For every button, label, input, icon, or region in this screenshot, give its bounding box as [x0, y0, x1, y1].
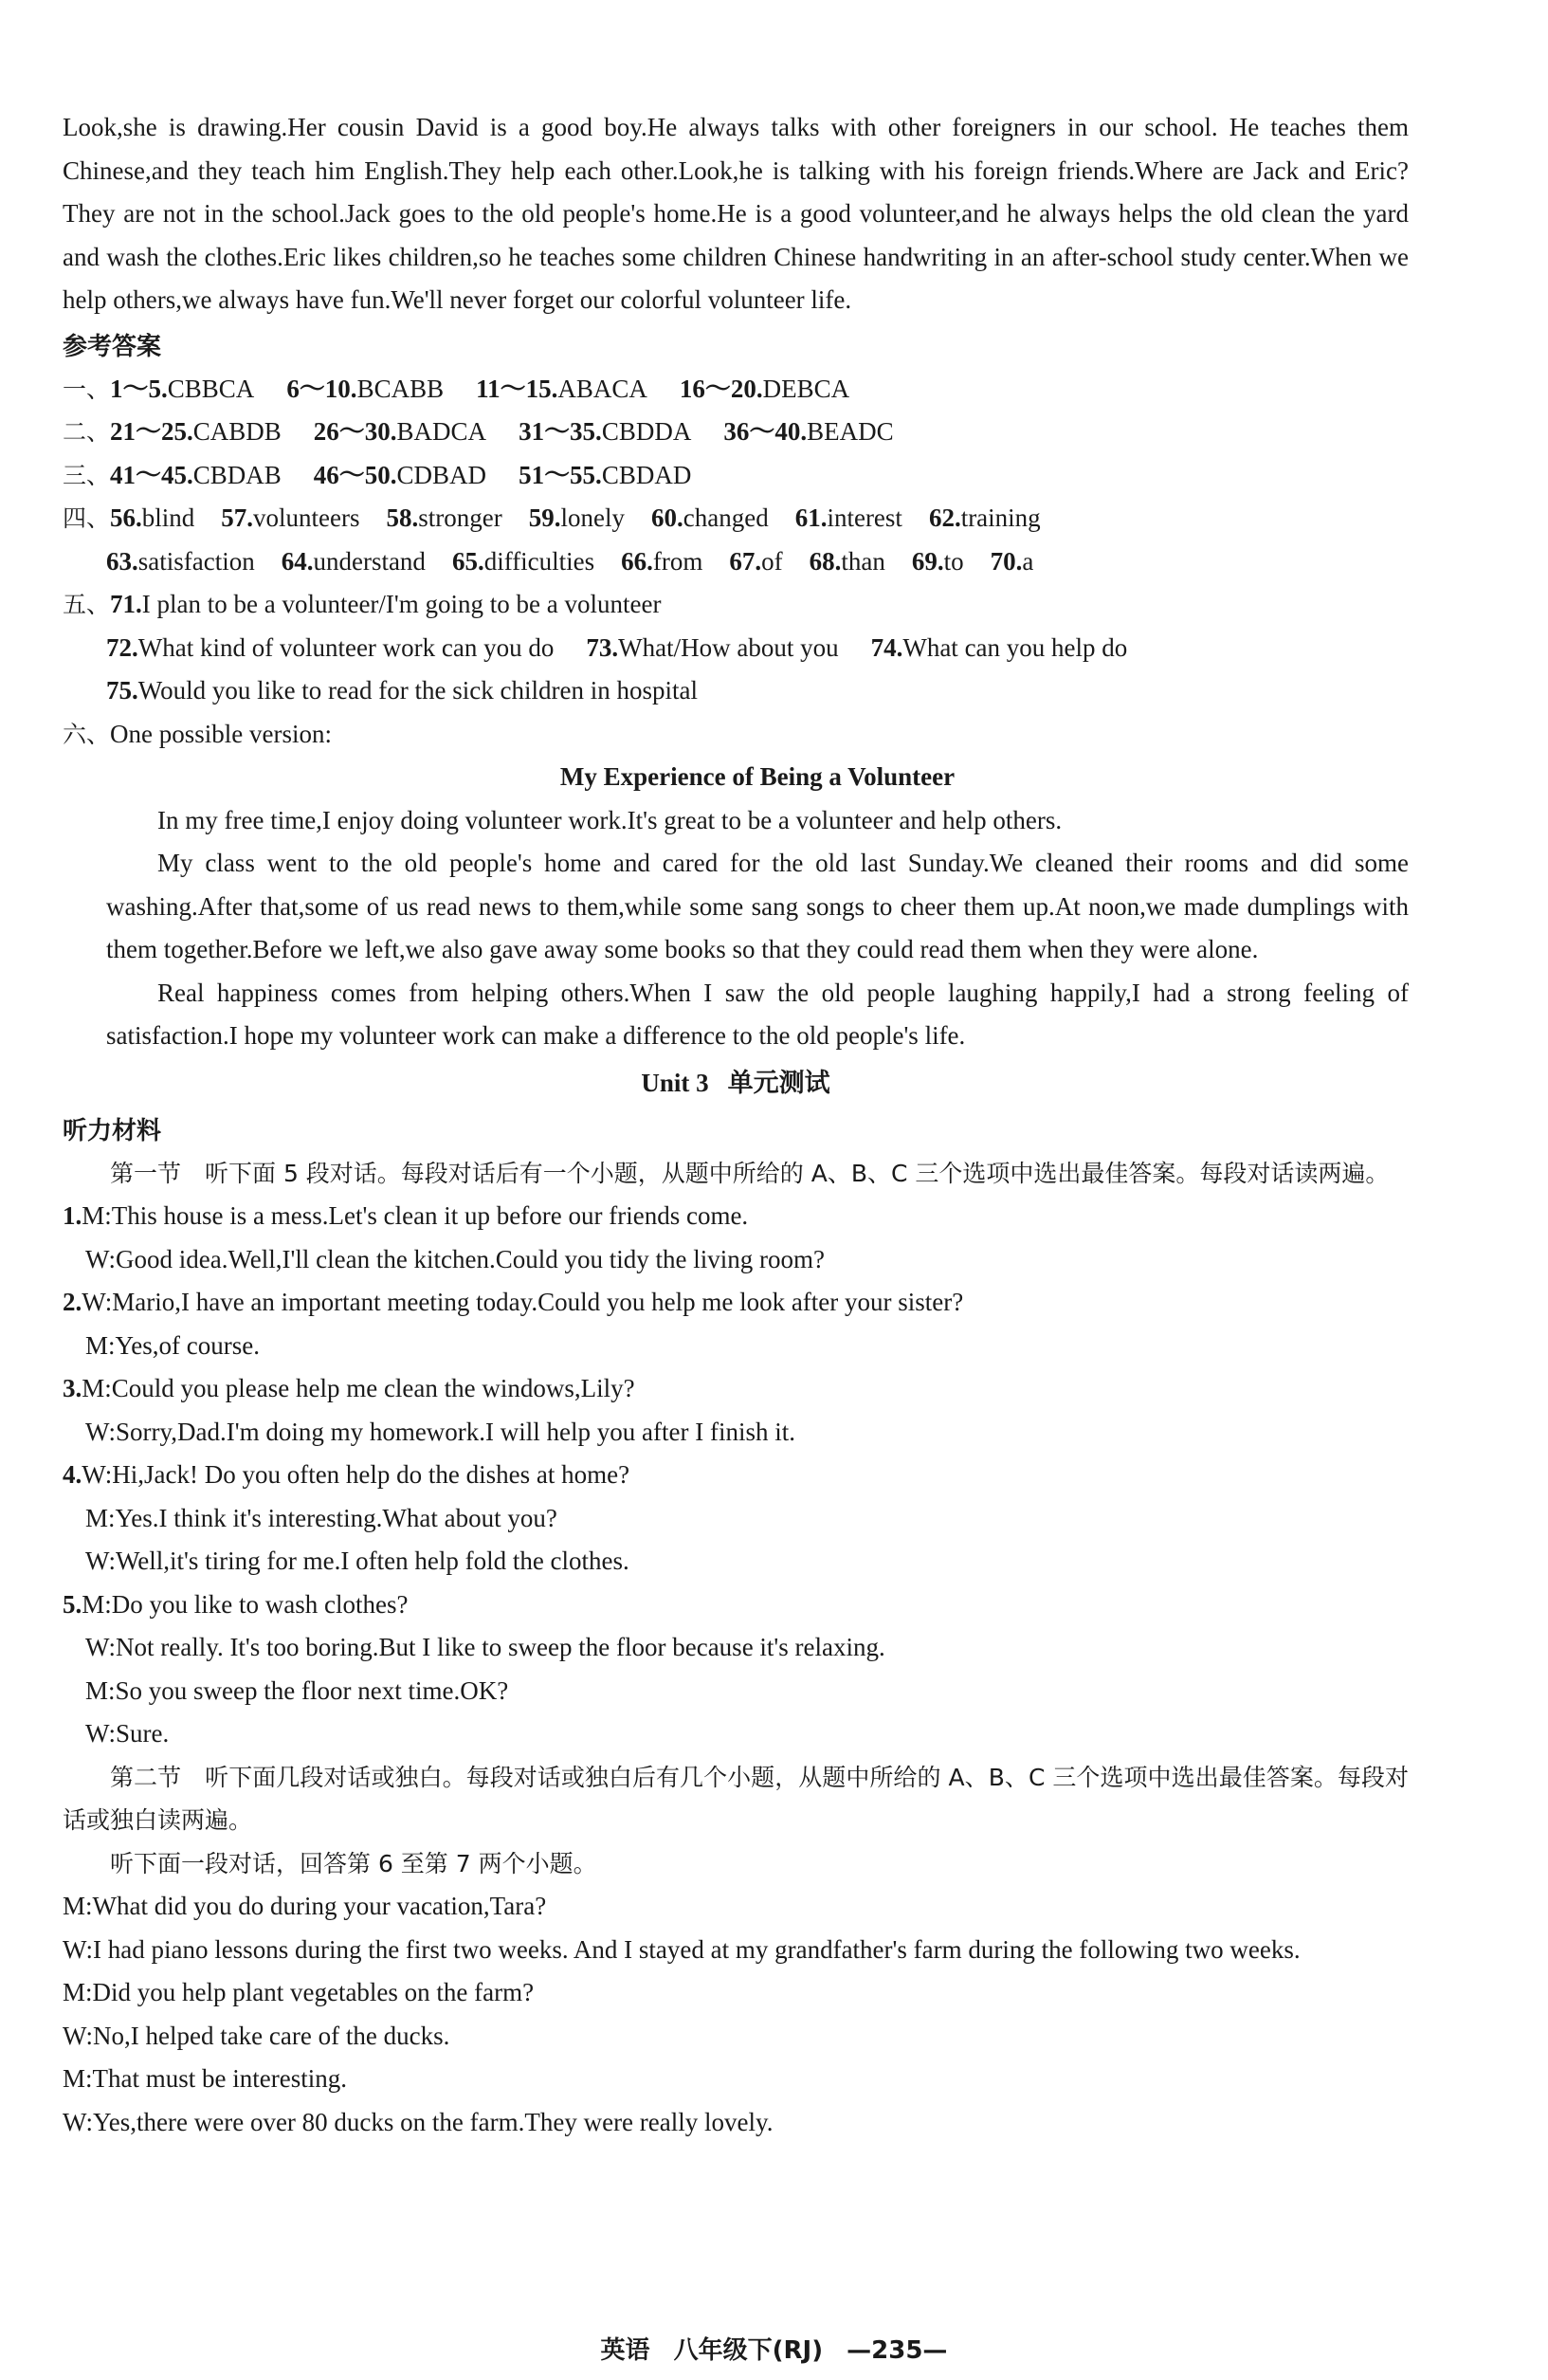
- answer-item: 64.understand: [281, 546, 426, 576]
- dialogue-number: 5.: [63, 1589, 82, 1619]
- answer-item: 73.What/How about you: [586, 632, 839, 662]
- dialogue-1: [63, 1195, 1409, 1281]
- answer-text: One possible version:: [110, 719, 332, 748]
- answer-item: 57.volunteers: [221, 503, 360, 532]
- dialogue-number: 4.: [63, 1460, 82, 1489]
- answer-item: 70.a: [990, 546, 1034, 576]
- answer-item: 36～40.BEADC: [723, 417, 894, 446]
- answers-section-1: [63, 368, 1409, 412]
- section2-intro: 第二节 听下面几段对话或独白。每段对话或独白后有几个小题，从题中所给的 A、B、C 三个选项中选出最佳答案。每段对话或独白读两遍。: [63, 1763, 1409, 1834]
- answers-section-6: [63, 713, 1409, 757]
- essay-paragraph: Real happiness comes from helping others.When I saw the old people laughing happily,I had a strong feeling of satisfaction.I hope my volunteer work can make a difference to the old people's life.: [106, 978, 1409, 1050]
- dialogue-line: W:Sure.: [85, 1719, 170, 1748]
- answer-item: 16～20.DEBCA: [679, 374, 850, 403]
- answer-item: 56.blind: [110, 503, 195, 532]
- dialogue-number: 2.: [63, 1288, 82, 1316]
- section-label: 六、: [63, 720, 111, 748]
- answers-section-4-line-2: [63, 540, 1409, 584]
- answers-section-2: [63, 411, 1409, 454]
- reading-paragraph: Look,she is drawing.Her cousin David is a good boy.He always talks with other foreigners in our school. He teaches them Chinese,and they teach him English.They help each other.Look,he is talking with his foreign friends.Where are Jack and Eric? They are not in the school.Jack goes to the old people's home.He is a good volunteer,and he always helps the old clean the yard and wash the clothes.Eric likes children,so he teaches some children Chinese handwriting in an after-school study center.When we help others,we always have fun.We'll never forget our colorful volunteer life.: [63, 113, 1409, 314]
- dialogue-line: W:Yes,there were over 80 ducks on the farm.They were really lovely.: [63, 2107, 774, 2136]
- dialogue-line: M:So you sweep the floor next time.OK?: [85, 1675, 509, 1705]
- section-label: 三、: [63, 461, 111, 489]
- section-label: 二、: [63, 418, 111, 446]
- answer-item: 74.What can you help do: [870, 632, 1128, 662]
- essay-title: My Experience of Being a Volunteer: [559, 762, 956, 791]
- section-label: 一、: [63, 375, 111, 403]
- answer-item: 1～5.CBBCA: [110, 374, 255, 403]
- unit-heading: [63, 1060, 1409, 1107]
- dialogue-number: 3.: [63, 1374, 82, 1402]
- answers-section-4-line-1: [63, 497, 1409, 540]
- unit-heading-cn: 单元测试: [727, 1068, 830, 1098]
- dialogue-line: M:Yes,of course.: [85, 1330, 261, 1360]
- section-label: 五、: [63, 591, 111, 618]
- answer-item: 58.stronger: [386, 503, 502, 532]
- page-content: [63, 106, 1409, 2144]
- page-footer: [0, 2331, 1548, 2366]
- answers-heading: 参考答案: [63, 332, 162, 361]
- dialogue-6-7: [63, 1885, 1409, 2144]
- answer-item: 11～15.ABACA: [476, 374, 647, 403]
- dialogue-line: W:Not really. It's too boring.But I like to sweep the floor because it's relaxing.: [85, 1633, 885, 1661]
- dialogue-3: [63, 1367, 1409, 1454]
- answer-item: 68.than: [809, 546, 885, 576]
- dialogue-line: W:I had piano lessons during the first two weeks. And I stayed at my grandfather's farm during the following two weeks.: [63, 1934, 1301, 1964]
- section2-sub-instruction: 听下面一段对话，回答第 6 至第 7 两个小题。: [110, 1849, 597, 1877]
- dialogue-line: 1.M:This house is a mess.Let's clean it up before our friends come.: [63, 1201, 749, 1230]
- section-label: 四、: [63, 504, 111, 532]
- answer-item: 46～50.CDBAD: [313, 460, 487, 489]
- answer-item: 71.I plan to be a volunteer/I'm going to be a volunteer: [110, 590, 662, 618]
- essay: [63, 756, 1409, 1058]
- answer-item: 65.difficulties: [451, 546, 595, 576]
- dialogue-line: M:Did you help plant vegetables on the farm?: [63, 1978, 535, 2006]
- answer-item: 66.from: [621, 546, 703, 576]
- answers-section-3: [63, 454, 1409, 498]
- answer-item: 75.Would you like to read for the sick children in hospital: [106, 676, 698, 705]
- essay-paragraph: In my free time,I enjoy doing volunteer work.It's great to be a volunteer and help others.: [157, 805, 1063, 834]
- footer-grade: 八年级下(RJ): [673, 2336, 824, 2365]
- answers-section-5-line-3: [63, 669, 1409, 713]
- dialogue-line: 2.W:Mario,I have an important meeting today.Could you help me look after your sister?: [63, 1288, 964, 1316]
- unit-heading-en: Unit 3: [641, 1068, 709, 1097]
- dialogue-line: M:Yes.I think it's interesting.What about you?: [85, 1503, 557, 1532]
- footer-subject: 英语: [600, 2336, 650, 2365]
- dialogue-line: W:Sorry,Dad.I'm doing my homework.I will help you after I finish it.: [85, 1417, 795, 1446]
- section1-intro: 第一节 听下面 5 段对话。每段对话后有一个小题，从题中所给的 A、B、C 三个选项中选出最佳答案。每段对话读两遍。: [110, 1159, 1390, 1187]
- answer-item: 72.What kind of volunteer work can you do: [106, 632, 555, 662]
- dialogue-line: 3.M:Could you please help me clean the windows,Lily?: [63, 1374, 635, 1402]
- answer-item: 62.training: [928, 503, 1041, 532]
- answer-item: 63.satisfaction: [106, 546, 255, 576]
- answer-item: 41～45.CBDAB: [110, 460, 282, 489]
- answer-item: 31～35.CBDDA: [519, 417, 692, 446]
- dialogue-line: W:No,I helped take care of the ducks.: [63, 2021, 450, 2050]
- dialogue-line: M:That must be interesting.: [63, 2064, 347, 2093]
- answer-item: 61.interest: [794, 503, 902, 532]
- answer-item: 51～55.CBDAD: [519, 460, 692, 489]
- answer-item: 69.to: [911, 546, 964, 576]
- answer-item: 26～30.BADCA: [313, 417, 487, 446]
- essay-paragraph: My class went to the old people's home and cared for the old last Sunday.We cleaned their rooms and did some washing.After that,some of us read news to them,while some sang songs to cheer them up.At noon,we made dumplings with them together.Before we left,we also gave away some books so that they could read them when they were alone.: [106, 849, 1409, 963]
- dialogue-line: 4.W:Hi,Jack! Do you often help do the dishes at home?: [63, 1460, 630, 1489]
- answer-item: 21～25.CABDB: [110, 417, 282, 446]
- dialogue-4: [63, 1454, 1409, 1584]
- answer-item: 67.of: [729, 546, 783, 576]
- dialogue-line: W:Good idea.Well,I'll clean the kitchen.Could you tidy the living room?: [85, 1244, 826, 1273]
- dialogue-line: 5.M:Do you like to wash clothes?: [63, 1589, 409, 1619]
- dialogue-number: 1.: [63, 1201, 82, 1230]
- dialogue-5: [63, 1584, 1409, 1756]
- listening-heading: 听力材料: [63, 1116, 162, 1145]
- answers-section-5-line-2: [63, 627, 1409, 670]
- answer-item: 60.changed: [651, 503, 769, 532]
- dialogue-2: [63, 1281, 1409, 1367]
- answer-item: 59.lonely: [528, 503, 625, 532]
- page-number: —235—: [847, 2336, 948, 2365]
- answers-section-5-line-1: [63, 583, 1409, 627]
- dialogue-line: M:What did you do during your vacation,Tara?: [63, 1892, 547, 1920]
- answer-item: 6～10.BCABB: [286, 374, 445, 403]
- dialogue-line: W:Well,it's tiring for me.I often help fold the clothes.: [85, 1547, 629, 1575]
